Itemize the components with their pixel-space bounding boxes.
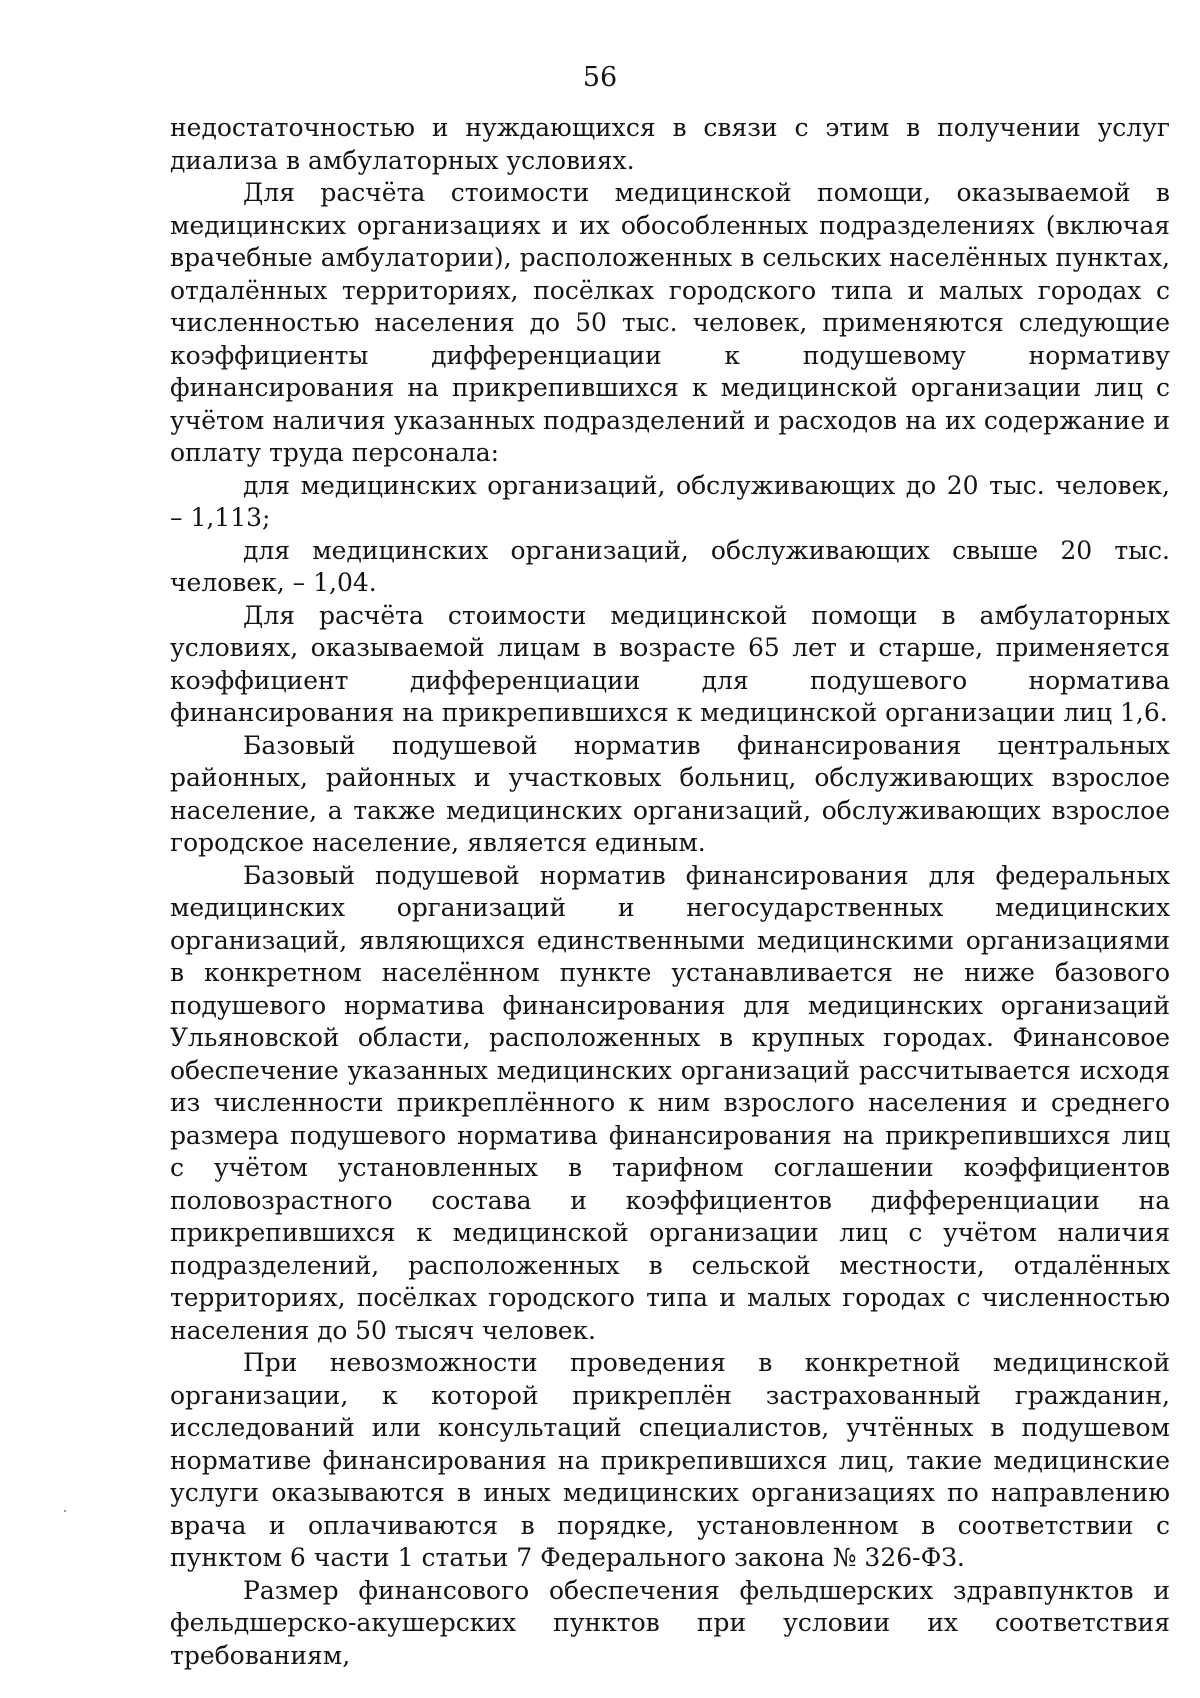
paragraph-base-norm-hospitals: Базовый подушевой норматив финансирования центральных районных, районных и участковых больниц, обслуживающих взрослое население, а также медицинских организаций, обслуживающих взрослое городское население, является единым.	[170, 730, 1170, 857]
paragraph-coefficient-under-20k: для медицинских организаций, обслуживающих до 20 тыс. человек, – 1,113;	[170, 470, 1170, 532]
document-body	[170, 112, 1170, 1672]
paragraph-continuation: недостаточностью и нуждающихся в связи с этим в получении услуг диализа в амбулаторных условиях.	[170, 113, 1170, 175]
paragraph-referral-services: При невозможности проведения в конкретной медицинской организации, к которой прикреплён застрахованный гражданин, исследований или консультаций специалистов, учтённых в подушевом нормативе финансирования на прикрепившихся лиц, такие медицинские услуги оказываются в иных медицинских организациях по направлению врача и оплачиваются в порядке, установленном в соответствии с пунктом 6 части 1 статьи 7 Федерального закона № 326-ФЗ.	[170, 1348, 1170, 1572]
scan-speck	[64, 1510, 66, 1512]
paragraph-base-norm-federal: Базовый подушевой норматив финансирования для федеральных медицинских организаций и негосударственных медицинских организаций, являющихся единственными медицинскими организациями в конкретном населённом пункте устанавливается не ниже базового подушевого норматива финансирования для медицинских организаций Ульяновской области, расположенных в крупных городах. Финансовое обеспечение указанных медицинских организаций рассчитывается исходя из численности прикреплённого к ним взрослого населения и среднего размера подушевого норматива финансирования на прикрепившихся лиц с учётом установленных в тарифном соглашении коэффициентов половозрастного состава и коэффициентов дифференциации на прикрепившихся к медицинской организации лиц с учётом наличия подразделений, расположенных в сельской местности, отдалённых территориях, посёлках городского типа и малых городах с численностью населения до 50 тысяч человек.	[170, 860, 1170, 1345]
paragraph-rural-coefficients: Для расчёта стоимости медицинской помощи, оказываемой в медицинских организациях и их обособленных подразделениях (включая врачебные амбулатории), расположенных в сельских населённых пунктах, отдалённых территориях, посёлках городского типа и малых городах с численностью населения до 50 тыс. человек, применяются следующие коэффициенты дифференциации к подушевому нормативу финансирования на прикрепившихся к медицинской организации лиц с учётом наличия указанных подразделений и расходов на их содержание и оплату труда персонала:	[170, 178, 1170, 467]
paragraph-feldsher-points: Размер финансового обеспечения фельдшерских здравпунктов и фельдшерско-акушерских пунктов при условии их соответствия требованиям,	[170, 1575, 1170, 1670]
paragraph-age-65-coefficient: Для расчёта стоимости медицинской помощи в амбулаторных условиях, оказываемой лицам в возрасте 65 лет и старше, применяется коэффициент дифференциации для подушевого норматива финансирования на прикрепившихся к медицинской организации лиц 1,6.	[170, 600, 1170, 727]
page-number: 56	[582, 62, 618, 93]
paragraph-coefficient-over-20k: для медицинских организаций, обслуживающих свыше 20 тыс. человек, – 1,04.	[170, 535, 1170, 597]
